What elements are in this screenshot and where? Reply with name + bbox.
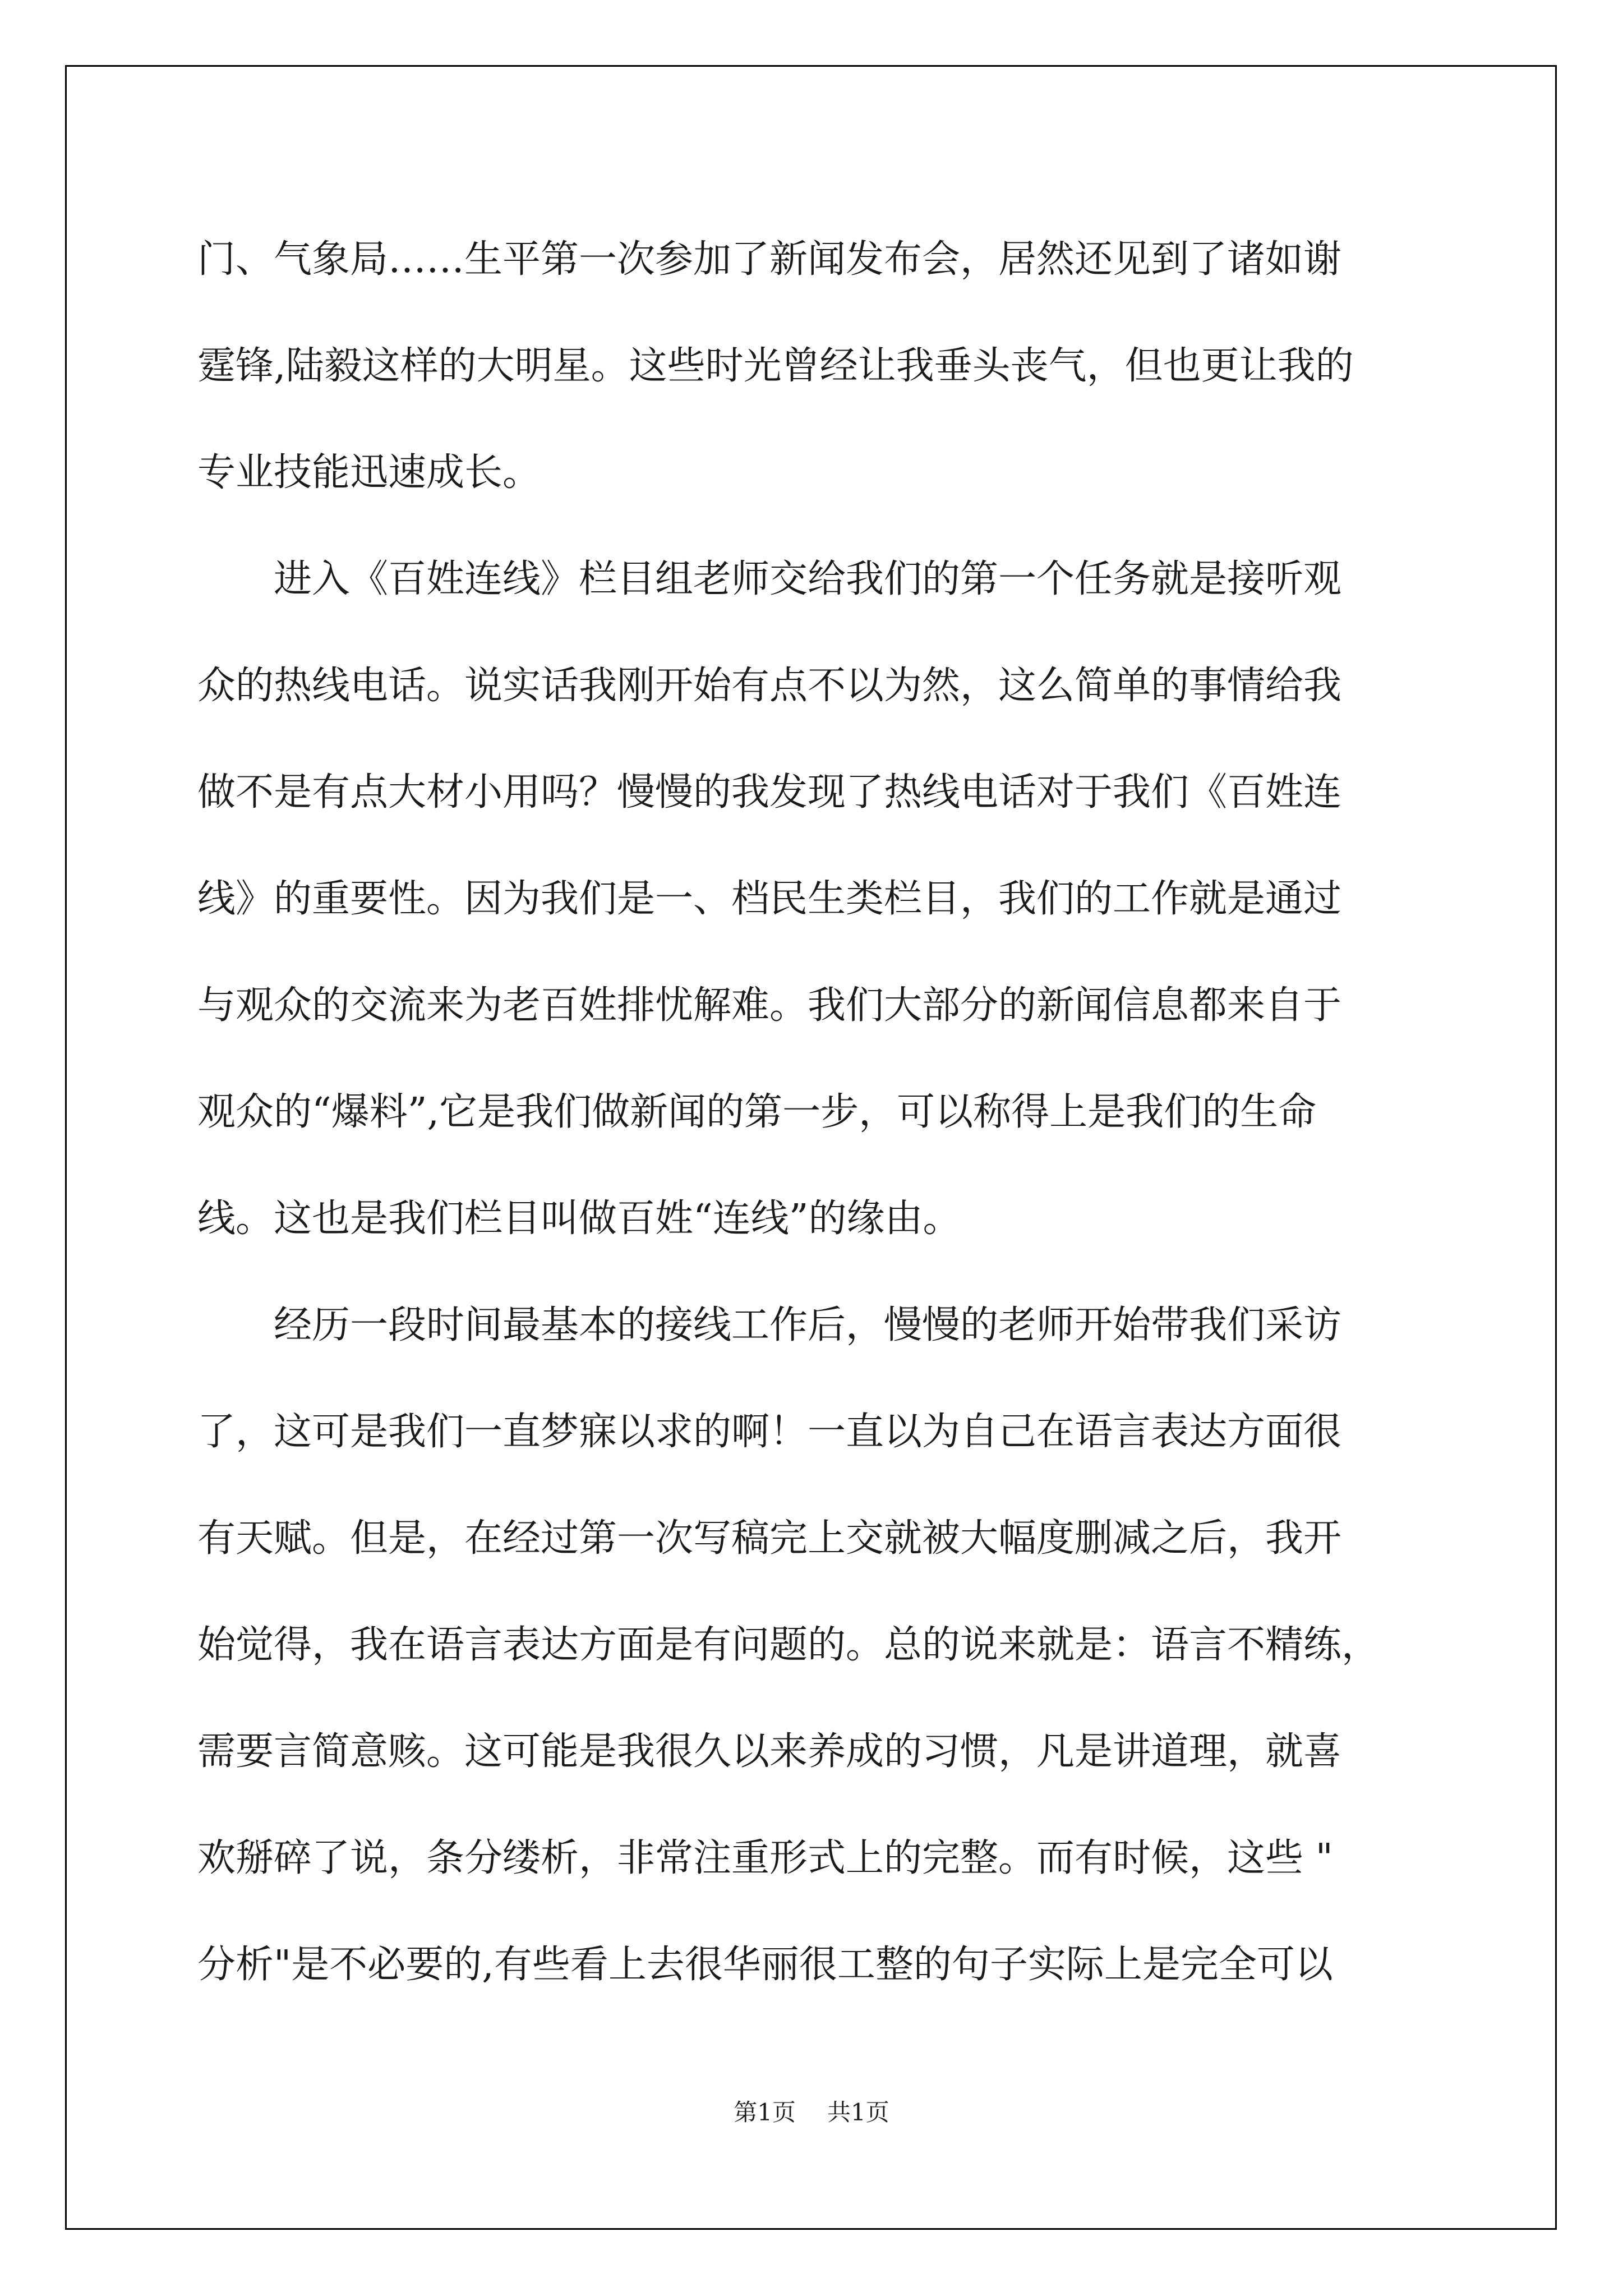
page-footer (0, 2096, 1623, 2129)
text-line: 做不是有点大材小用吗？慢慢的我发现了热线电话对于我们《百姓连 (197, 770, 1342, 815)
text-line: 进入《百姓连线》栏目组老师交给我们的第一个任务就是接听观 (197, 557, 1342, 601)
page-number-total: 共1页 (827, 2099, 889, 2126)
page-number-current: 第1页 (734, 2099, 796, 2126)
text-line: 了，这可是我们一直梦寐以求的啊！一直以为自己在语言表达方面很 (197, 1410, 1342, 1454)
text-line: 经历一段时间最基本的接线工作后，慢慢的老师开始带我们采访 (197, 1303, 1342, 1347)
text-line: 始觉得，我在语言表达方面是有问题的。总的说来就是：语言不精练， (197, 1623, 1380, 1667)
text-line: 观众的“爆料”,它是我们做新闻的第一步，可以称得上是我们的生命 (197, 1090, 1317, 1134)
document-body (197, 206, 1431, 2018)
text-line: 分析"是不必要的,有些看上去很华丽很工整的句子实际上是完全可以 (197, 1943, 1333, 1987)
text-line: 线。这也是我们栏目叫做百姓“连线”的缘由。 (197, 1197, 961, 1241)
text-line: 专业技能迅速成长。 (197, 450, 541, 495)
text-line: 线》的重要性。因为我们是一、档民生类栏目，我们的工作就是通过 (197, 877, 1342, 921)
text-line: 霆锋,陆毅这样的大明星。这些时光曾经让我垂头丧气，但也更让我的 (197, 344, 1354, 388)
text-line: 门、气象局……生平第一次参加了新闻发布会，居然还见到了诸如谢 (197, 237, 1342, 282)
text-line: 有天赋。但是，在经过第一次写稿完上交就被大幅度删减之后，我开 (197, 1516, 1342, 1561)
text-line: 需要言简意赅。这可能是我很久以来养成的习惯，凡是讲道理，就喜 (197, 1729, 1342, 1774)
text-line: 欢掰碎了说，条分缕析，非常注重形式上的完整。而有时候，这些 " (197, 1836, 1333, 1880)
text-line: 与观众的交流来为老百姓排忧解难。我们大部分的新闻信息都来自于 (197, 983, 1342, 1028)
text-line: 众的热线电话。说实话我刚开始有点不以为然，这么简单的事情给我 (197, 664, 1342, 708)
